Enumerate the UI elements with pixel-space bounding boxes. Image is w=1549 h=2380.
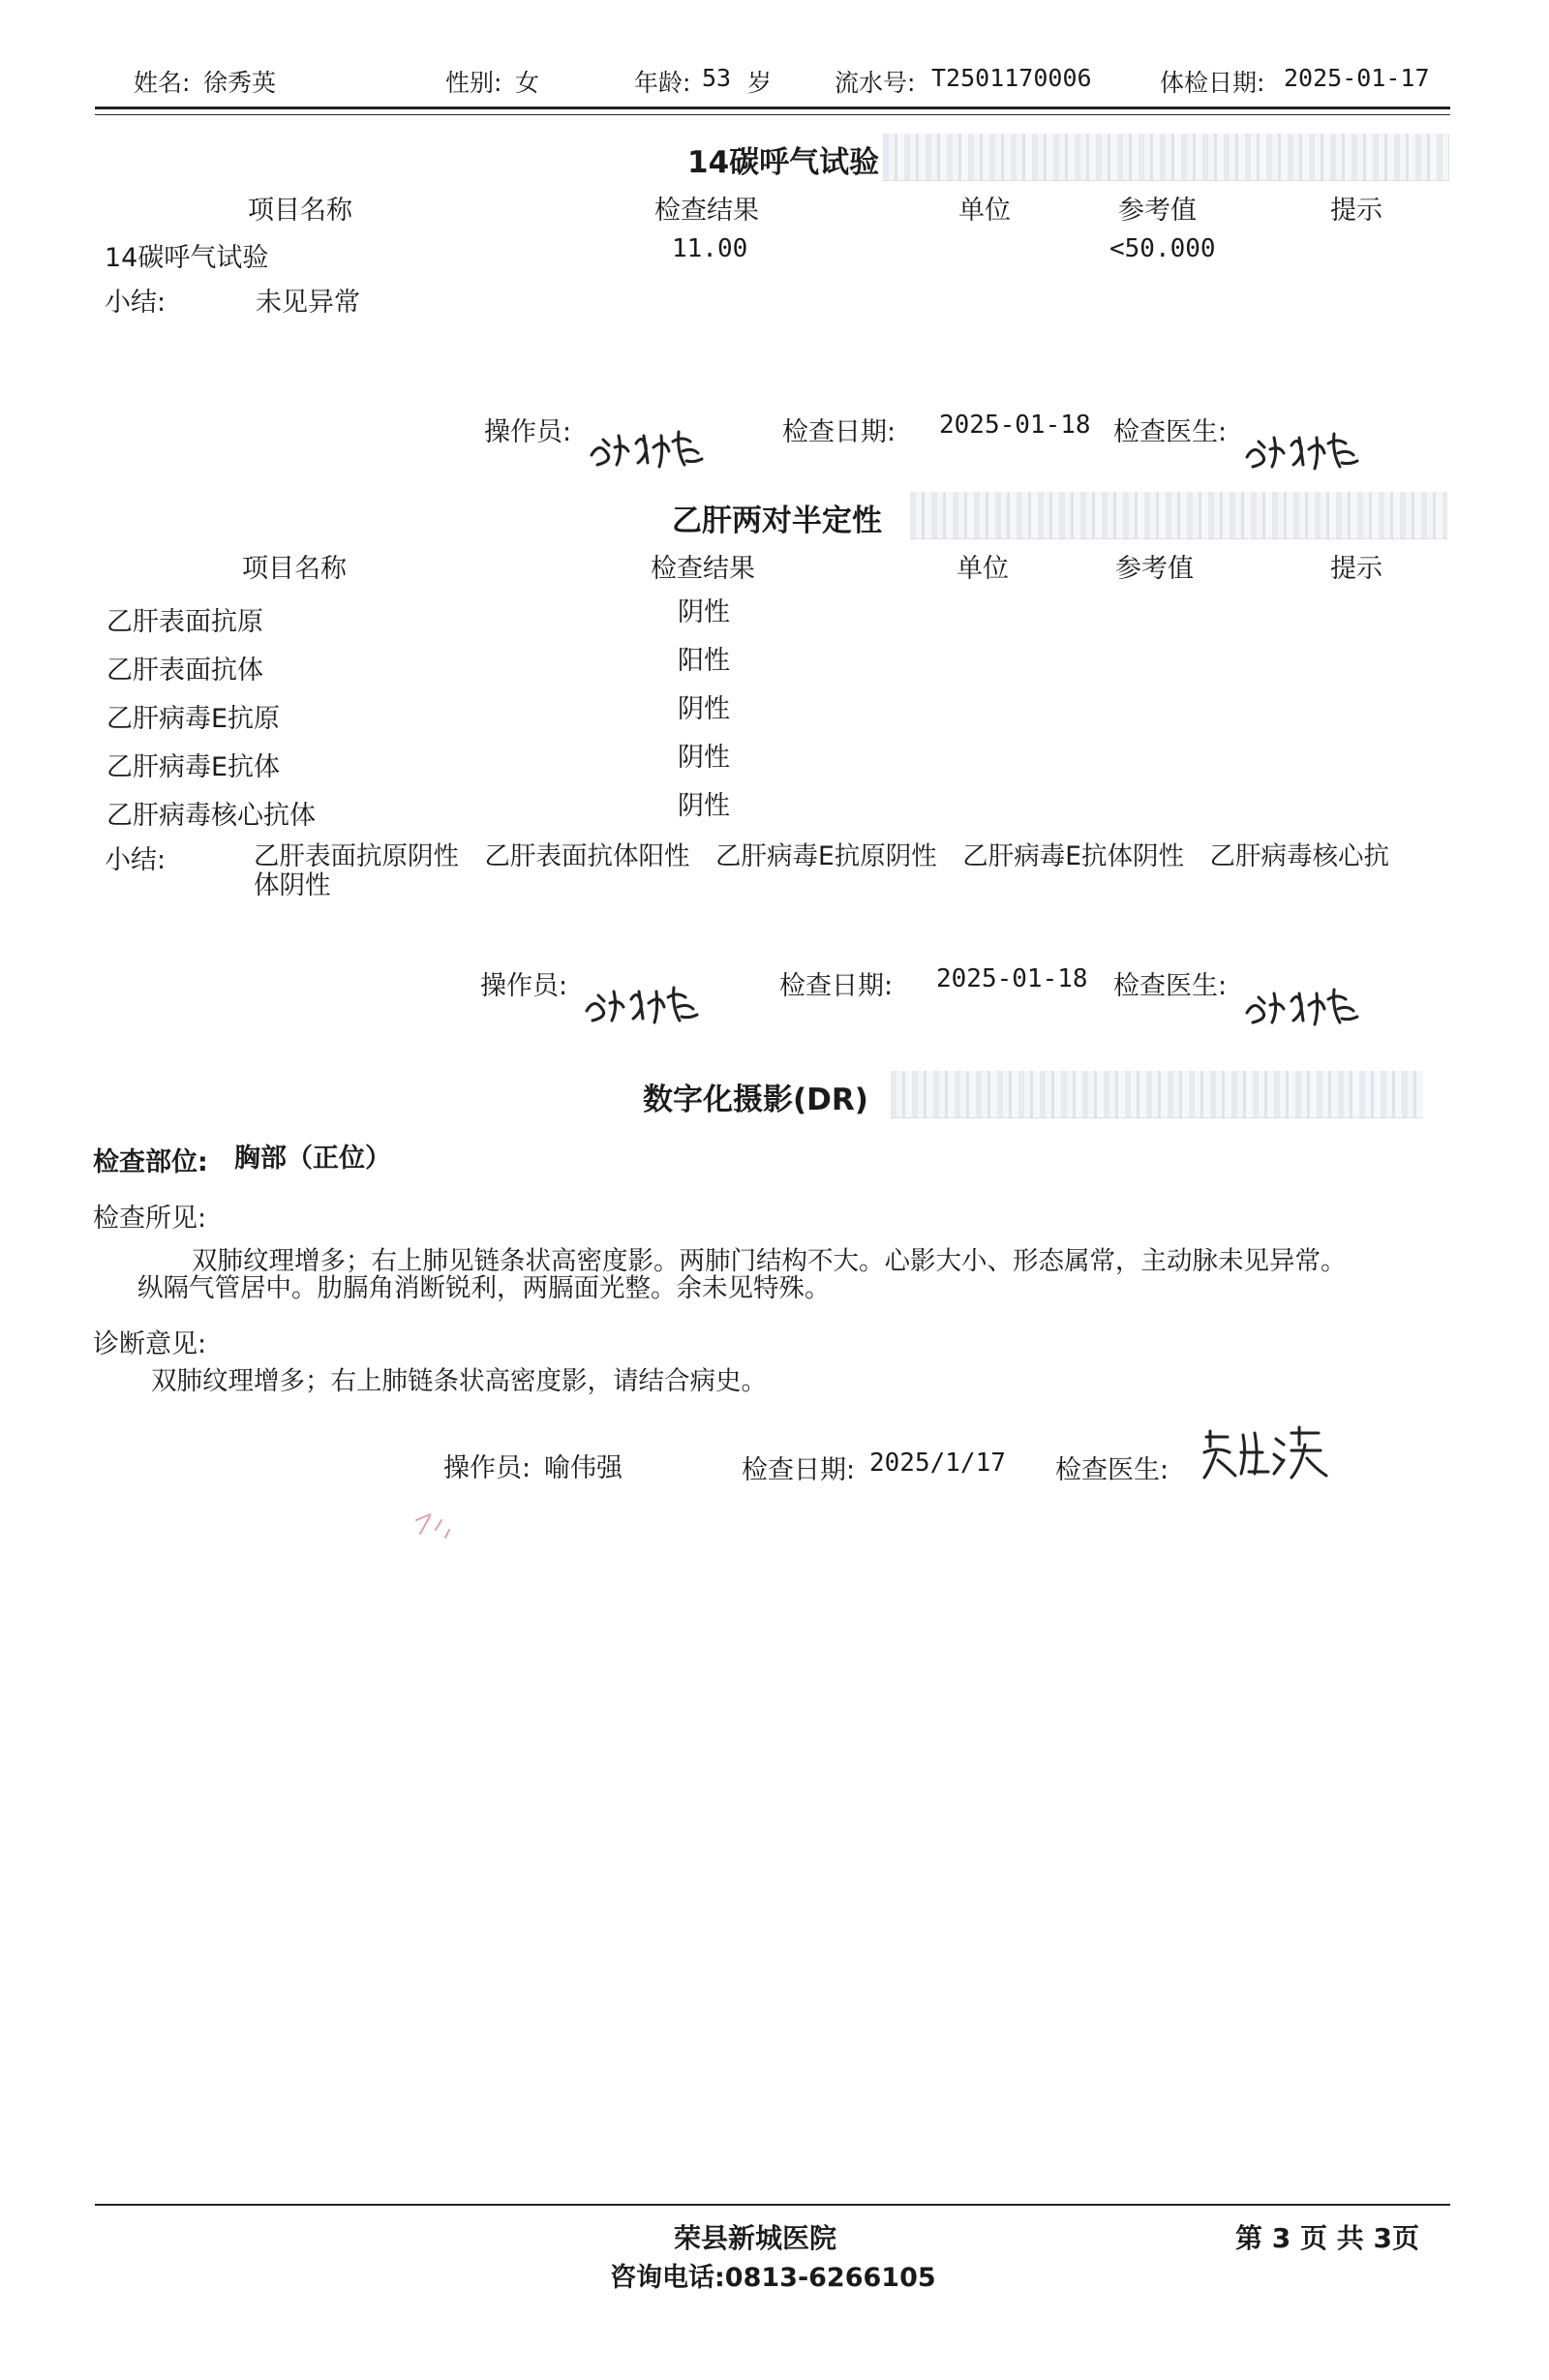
header-rule-thick <box>95 107 1450 109</box>
findings-text: 双肺纹理增多；右上肺见链条状高密度影。两肺门结构不大。心影大小、形态属常，主动脉未见异常。 <box>192 1246 1347 1276</box>
col-result: 检查结果 <box>654 196 759 226</box>
stamp-trace <box>407 1491 465 1549</box>
serial-number: T2501170006 <box>931 64 1092 92</box>
row-result: 阴性 <box>678 694 730 724</box>
age-label: 年龄: <box>634 69 691 97</box>
date-label: 检查日期: <box>779 971 894 1001</box>
row-result: 阴性 <box>678 791 730 821</box>
patient-name: 徐秀英 <box>203 69 277 97</box>
row-item: 乙肝病毒E抗原 <box>106 704 281 734</box>
exam-date-value: 2025-01-18 <box>939 411 1091 440</box>
part-value: 胸部（正位） <box>234 1144 391 1174</box>
findings-label: 检查所见: <box>93 1204 207 1234</box>
doctor-signature <box>1241 420 1367 476</box>
footer-rule <box>95 2204 1450 2206</box>
section-title-breath: 14碳呼气试验 <box>687 145 880 180</box>
col-reference: 参考值 <box>1118 196 1197 226</box>
serial-label: 流水号: <box>835 69 916 97</box>
row-result: 11.00 <box>672 234 748 263</box>
page-number: 第 3 页 共 3页 <box>1235 2222 1419 2254</box>
col-item: 项目名称 <box>242 554 347 584</box>
operator-label: 操作员: <box>480 971 568 1001</box>
doctor-label: 检查医生: <box>1113 971 1228 1001</box>
part-label: 检查部位: <box>93 1147 208 1177</box>
date-label: 检查日期: <box>742 1455 856 1485</box>
row-reference: <50.000 <box>1109 234 1216 263</box>
row-item: 乙肝表面抗原 <box>106 607 263 637</box>
exam-date-label: 体检日期: <box>1160 69 1265 97</box>
redacted-area <box>891 1071 1423 1118</box>
row-item: 14碳呼气试验 <box>105 243 269 273</box>
section-title-dr: 数字化摄影(DR) <box>643 1083 868 1117</box>
col-item: 项目名称 <box>248 196 352 226</box>
row-item: 乙肝表面抗体 <box>106 656 263 686</box>
operator-signature <box>581 974 707 1030</box>
col-result: 检查结果 <box>651 554 755 584</box>
header-rule-thin <box>95 114 1450 115</box>
patient-age: 53 <box>702 64 732 92</box>
row-result: 阴性 <box>678 597 730 627</box>
doctor-label: 检查医生: <box>1113 417 1228 447</box>
summary-label: 小结: <box>105 288 167 318</box>
col-hint: 提示 <box>1330 196 1382 226</box>
gender-label: 性别: <box>445 69 502 97</box>
exam-date: 2025-01-17 <box>1284 64 1430 92</box>
redacted-area <box>910 492 1447 539</box>
operator-label: 操作员: <box>484 417 572 447</box>
name-label: 姓名: <box>134 69 191 97</box>
age-unit: 岁 <box>747 69 773 97</box>
row-result: 阴性 <box>678 743 730 773</box>
row-item: 乙肝病毒E抗体 <box>106 752 281 782</box>
diagnosis-text: 双肺纹理增多；右上肺链条状高密度影，请结合病史。 <box>151 1366 767 1396</box>
exam-date-value: 2025/1/17 <box>869 1449 1006 1478</box>
col-hint: 提示 <box>1330 554 1382 584</box>
col-unit: 单位 <box>957 554 1009 584</box>
operator-label: 操作员: <box>443 1453 532 1483</box>
patient-gender: 女 <box>515 69 540 97</box>
findings-text-continued: 纵隔气管居中。肋膈角消断锐利，两膈面光整。余未见特殊。 <box>137 1273 831 1303</box>
doctor-signature <box>1199 1423 1334 1483</box>
summary-text: 未见异常 <box>256 288 360 318</box>
exam-date-value: 2025-01-18 <box>936 964 1088 993</box>
col-unit: 单位 <box>958 196 1011 226</box>
diagnosis-label: 诊断意见: <box>93 1329 207 1359</box>
row-item: 乙肝病毒核心抗体 <box>106 801 316 831</box>
doctor-label: 检查医生: <box>1055 1455 1169 1485</box>
summary-text: 乙肝表面抗原阴性 乙肝表面抗体阳性 乙肝病毒E抗原阴性 乙肝病毒E抗体阴性 乙肝病毒核心抗 <box>254 841 1389 871</box>
row-result: 阳性 <box>678 646 730 676</box>
summary-label: 小结: <box>105 845 167 875</box>
summary-text-continued: 体阴性 <box>254 870 331 900</box>
section-title-hbv: 乙肝两对半定性 <box>672 503 882 538</box>
operator-name: 喻伟强 <box>544 1453 623 1483</box>
date-label: 检查日期: <box>782 417 896 447</box>
col-reference: 参考值 <box>1115 554 1194 584</box>
consult-phone: 咨询电话:0813-6266105 <box>610 2263 936 2293</box>
hospital-name: 荣县新城医院 <box>674 2222 837 2254</box>
doctor-signature <box>1241 976 1367 1032</box>
redacted-area <box>883 134 1449 181</box>
operator-signature <box>586 418 712 474</box>
